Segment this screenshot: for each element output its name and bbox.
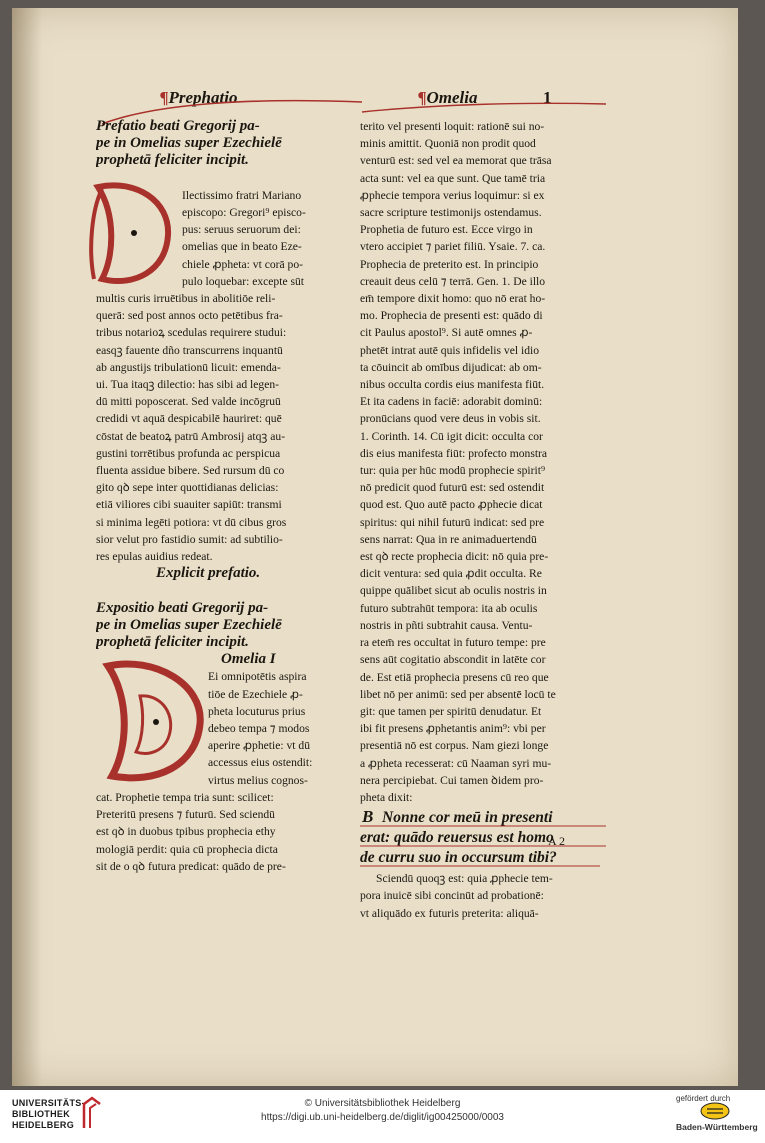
signature-mark: A 2 — [548, 834, 566, 848]
paragraph-mark-icon: ¶ — [418, 88, 427, 107]
text-line: futuro subtrahūt tempora: ita ab oculis — [360, 601, 538, 615]
text-line: easqꝫ fauente dño transcurrens inquantū — [96, 343, 283, 357]
page-gutter-shadow — [12, 8, 42, 1086]
text-line: pheta dixit: — [360, 790, 413, 804]
text-line: dū mitti poposcerat. Sed valde incōgruū — [96, 395, 281, 409]
funded-by-label: gefördert durch — [676, 1094, 731, 1103]
copyright-text: © Universitätsbibliothek Heidelberg — [304, 1098, 461, 1109]
text-line: cat. Prophetie tempa tria sunt: scilicet: — [96, 790, 274, 804]
text-line: nostris in pñti subtrahit causa. Ventu- — [360, 618, 533, 632]
rubric-line: Expositio beati Gregorij pa- — [96, 599, 269, 616]
explicit-rubric: Explicit prefatio. — [156, 565, 261, 582]
text-line: sit de o qꝺ futura predicat: quādo de pre- — [96, 859, 286, 873]
incipit-rubric — [96, 118, 351, 170]
running-head-left-text: Prephatio — [168, 88, 238, 107]
text-line: a ꝓpheta recesserat: cū Naaman syri mu- — [360, 756, 552, 770]
library-logo-line: UNIVERSITÄTS- — [12, 1098, 85, 1108]
rubric-line: prophetā feliciter incipit. — [96, 152, 249, 169]
text-line: acta sunt: vel ea que sunt. Que tamē tria — [360, 171, 546, 185]
text-line: dicit ventura: sed quia ꝓdit occulta. Re — [360, 567, 542, 581]
running-head-right-text: Omelia — [426, 88, 478, 107]
text-line: est qꝺ in duobus tpibus prophecia ethy — [96, 825, 276, 839]
text-line: quod est. Quo autē pacto ꝓphecie dicat — [360, 498, 543, 512]
text-line: multis curis irruētibus in abolitiōe reli- — [96, 292, 276, 306]
text-line: Prophetia de futuro est. Ecce virgo in — [360, 223, 533, 237]
text-line: gito qꝺ sepe inter quottidianas delicias: — [96, 481, 279, 495]
rubric-line: Prefatio beati Gregorij pa- — [96, 118, 260, 134]
text-line: nera percipiebat. Cui tamen ꝺidem pro- — [360, 773, 544, 787]
text-line: mologiā perdit: quia cū prophecia dicta — [96, 842, 278, 856]
quotation-line: erat: quādo reuersus est homo — [360, 829, 554, 847]
prefatio-opening — [96, 187, 351, 290]
text-line: dis eius manifesta fiūt: profecto monstra — [360, 446, 548, 460]
text-line: etiā viliores cibi suauiter sapiūt: transmi — [96, 498, 282, 512]
text-line: Prophecia de preterito est. In principio — [360, 257, 539, 271]
rubric-line: pe in Omelias super Ezechielē — [96, 616, 282, 633]
omelia-heading: Omelia I — [221, 651, 276, 668]
rubric-line: prophetā feliciter incipit. — [96, 634, 249, 651]
text-line: tur: quia per hūc modū prophecie spirit⁹ — [360, 464, 545, 478]
text-line: querā: sed post annos octo petētibus fra- — [96, 309, 283, 323]
text-line: em̄ tempore dixit homo: quo nō erat ho- — [360, 292, 546, 306]
text-line: minis amittit. Quoniā non prodit quod — [360, 137, 536, 151]
text-line: Sciendū quoqꝫ est: quia ꝓphecie tem- — [376, 872, 553, 886]
quotation-line: de curru suo in occursum tibi? — [360, 849, 557, 867]
text-line: libet nō per animū: sed per absentē locū te — [360, 687, 556, 701]
text-line: sens narrat: Qua in re animaduertendū — [360, 532, 537, 546]
text-line: virtus melius cognos- — [208, 773, 308, 787]
library-logo-line: HEIDELBERG — [12, 1120, 75, 1130]
funder-name: Baden-Württemberg — [676, 1122, 758, 1132]
text-line: vtero accipiet ⁊ pariet filiū. Ysaie. 7. ca. — [360, 240, 546, 254]
text-line: pora inuicē sibi concinūt ad probationē: — [360, 889, 544, 903]
text-line: cōstat de beatoꝝ patrū Ambrosij atqꝫ au- — [96, 429, 286, 443]
text-line: pheta locuturus prius — [208, 704, 306, 718]
text-line: omelias que in beato Eze- — [182, 240, 302, 254]
text-line: ꝓphecie tempora verius loquimur: si ex — [360, 188, 545, 202]
quotation-marker: B — [362, 807, 374, 827]
text-line: est qꝺ recte prophecia dicit: nō quia pre- — [360, 550, 549, 564]
text-line: debeo tempa ⁊ modos — [208, 722, 310, 736]
text-line: pronūcians quod vere deus in vobis sit. — [360, 412, 541, 426]
text-line: Preteritū presens ⁊ futurū. Sed sciendū — [96, 808, 275, 822]
text-line: sacre scripture testimonijs ostendamus. — [360, 206, 542, 220]
quotation-line: Nonne cor meū in presenti — [382, 809, 553, 827]
running-head-right — [418, 88, 478, 108]
text-line: 1. Corinth. 14. Cū igit dicit: occulta cor — [360, 429, 543, 443]
text-line: res epulas auidius redeat. — [96, 550, 213, 564]
text-line: mo. Prophecia de presenti est: quādo di — [360, 309, 543, 323]
viewer-footer — [0, 1090, 765, 1143]
right-column — [360, 118, 608, 922]
text-line: sior velut pro fastidio sumit: ad subtilio- — [96, 532, 283, 546]
text-line: ra etem̄ res occultat in futuro tempe: pre — [360, 636, 546, 650]
quotation-block — [360, 808, 608, 868]
text-line: chiele ꝓpheta: vt corā po- — [182, 257, 303, 271]
library-logo-line: BIBLIOTHEK — [12, 1109, 70, 1119]
text-line: vt aliquādo ex futuris preterita: aliquā- — [360, 906, 539, 920]
text-line: credidi vt aquā despicabilē hauriret: quē — [96, 412, 282, 426]
text-line: ab angustijs tribulationū licuit: emenda- — [96, 360, 281, 374]
folio-number: 1 — [543, 88, 552, 107]
text-line: ta cōuincit ab omībus dijudicat: ab om- — [360, 360, 542, 374]
decorated-initial-d-second — [100, 656, 208, 790]
text-line: fluenta assidue bibere. Sed rursum dū co — [96, 464, 285, 478]
text-line: presentiā nō est corpus. Nam giezi longe — [360, 739, 549, 753]
text-line: Et ita cadens in faciē: adorabit dominū: — [360, 395, 543, 409]
text-line: nō predicit quod futurū est: sed ostendit — [360, 481, 545, 495]
text-line: git: que tamen per spiritū denudatur. Et — [360, 704, 542, 718]
text-line: tribus notarioꝝ scedulas requirere studui: — [96, 326, 287, 340]
paragraph-mark-icon: ¶ — [160, 88, 169, 107]
text-line: episcopo: Gregori⁹ episco- — [182, 206, 306, 219]
text-line: si minima legēti potiora: vt dū cibus gros — [96, 515, 287, 529]
text-line: accessus eius ostendit: — [208, 756, 313, 770]
text-line: Ilectissimo fratri Mariano — [182, 188, 302, 202]
text-line: phetēt intrat autē quis infidelis vel idio — [360, 343, 540, 357]
text-line: Ei omnipotētis aspira — [208, 670, 307, 684]
text-line: pulo loquebar: excepte sūt — [182, 274, 305, 288]
text-line: nibus occulta cordis eius manifesta fiūt. — [360, 378, 545, 392]
running-head-left — [160, 88, 237, 108]
text-line: tiōe de Ezechiele ꝓ- — [208, 687, 303, 701]
text-line: gustini torrētibus profunda ac perspicua — [96, 446, 281, 460]
left-column — [96, 118, 351, 875]
text-line: de. Est etiā prophecia presens cū reo que — [360, 670, 549, 684]
text-line: quippe quālibet sicut ab oculis nostris in — [360, 584, 547, 598]
text-line: spiritus: qui nihil futurū indicat: sed pre — [360, 515, 545, 529]
text-line: cit Paulus apostol⁹. Si autē omnes ꝓ- — [360, 326, 533, 340]
text-line: sens aūt cogitatio abscondit in latēte cor — [360, 653, 546, 667]
text-line: ui. Tua itaqꝫ dilectio: has sibi ad legen- — [96, 378, 280, 392]
omelia-opening — [96, 668, 351, 788]
text-line: pus: seruus seruorum dei: — [182, 223, 301, 237]
text-line: terito vel presenti loquit: rationē sui no- — [360, 120, 545, 133]
rubric-line: pe in Omelias super Ezechielē — [96, 135, 282, 152]
expositio-rubric — [96, 600, 351, 652]
text-line: ibi fit presens ꝓphetantis anim⁹: vbi per — [360, 722, 546, 736]
text-line: venturū est: sed vel ea memorat que trāsa — [360, 154, 552, 168]
permalink-url[interactable]: https://digi.ub.uni-heidelberg.de/diglit/ig00425000/0003 — [261, 1112, 504, 1123]
decorated-initial-d — [88, 179, 178, 291]
state-crest-icon — [698, 1102, 732, 1120]
text-line: creauit deus celū ⁊ terrā. Gen. 1. De illo — [360, 274, 546, 288]
text-line: aperire ꝓphetie: vt dū — [208, 739, 311, 753]
